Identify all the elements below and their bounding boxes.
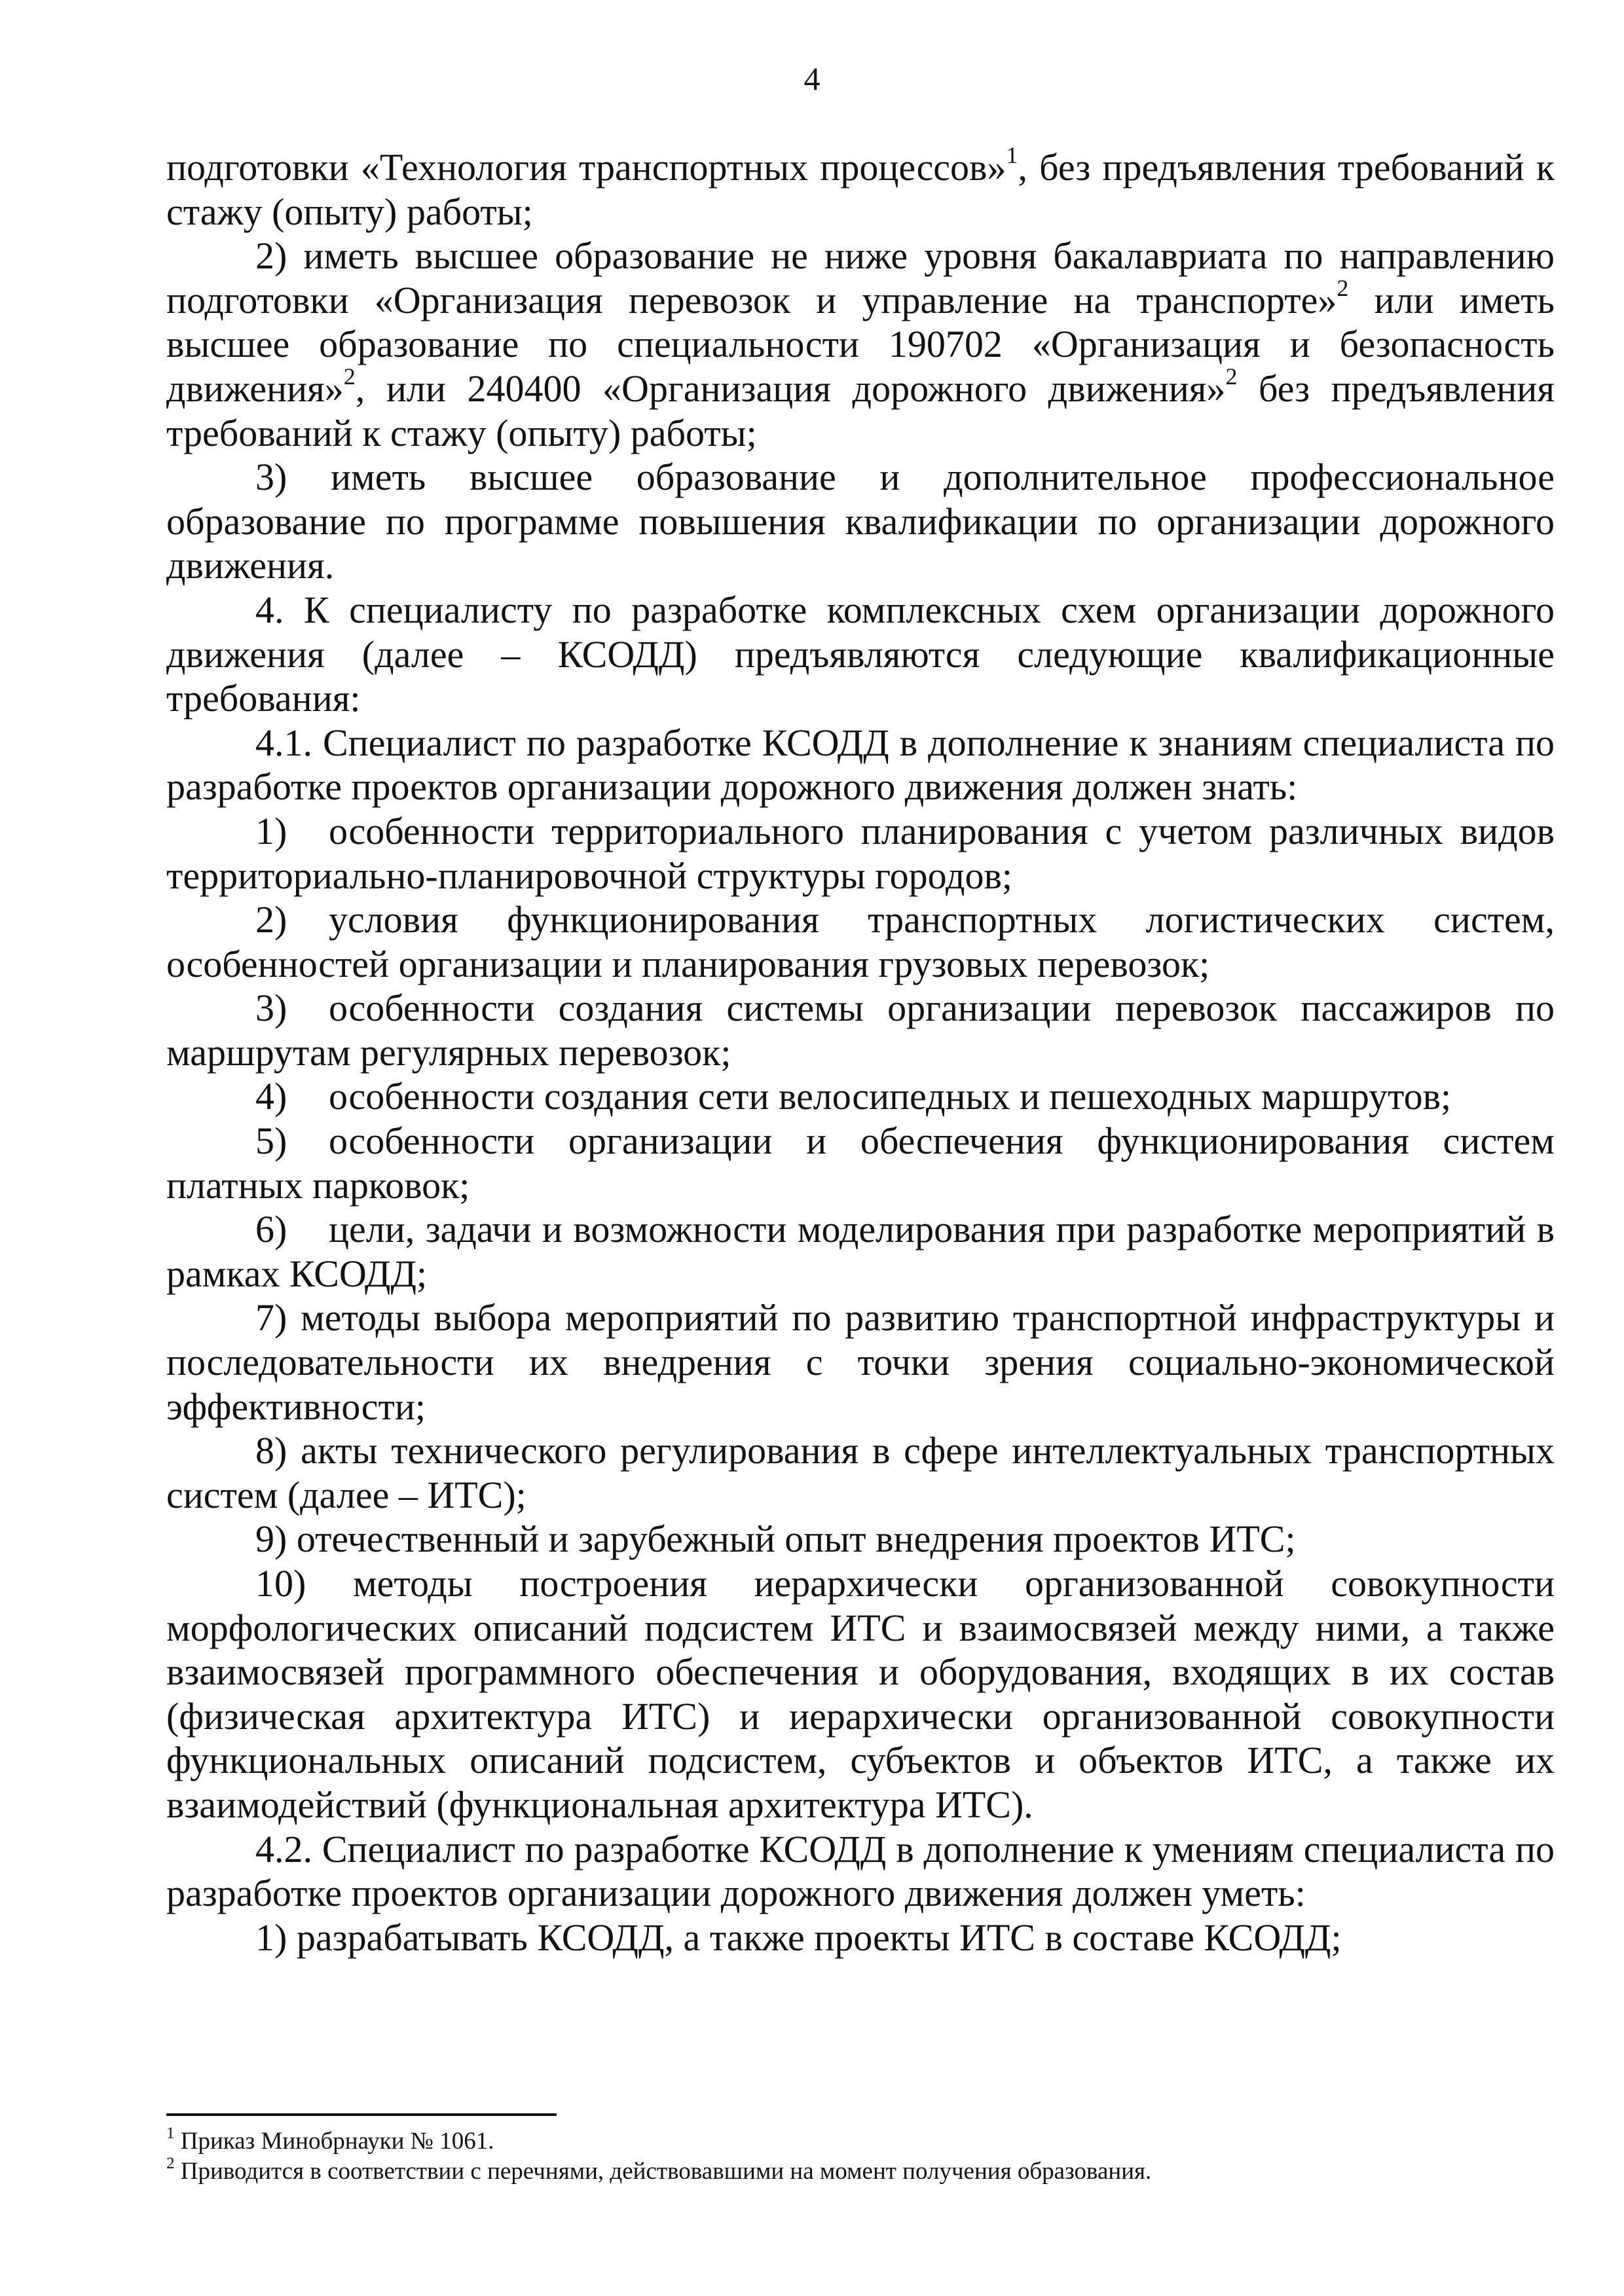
text: акты технического регулирования в сфере интеллектуальных транспортных систем (далее – ИТС); <box>166 1429 1555 1516</box>
item-number: 1) <box>255 809 287 852</box>
text: отечественный и зарубежный опыт внедрения проектов ИТС; <box>296 1518 1296 1561</box>
item-number: 3) <box>255 456 287 499</box>
know-item <box>166 1296 1555 1429</box>
list-item-3 <box>166 455 1555 588</box>
item-number: 6) <box>255 1208 287 1251</box>
know-item <box>166 1429 1555 1517</box>
text: , без предъявления требований к стажу (опыту) работы; <box>166 146 1555 233</box>
footnote-text: Приводится в соответствии с перечнями, действовавшими на момент получения образования. <box>180 2158 1152 2185</box>
text: иметь высшее образование не ниже уровня бакалавриата по направлению подготовки «Организация перевозок и управление на транспорте» <box>166 234 1555 321</box>
text: особенности создания системы организации перевозок пассажиров по маршрутам регулярных перевозок; <box>166 987 1555 1074</box>
footnote-ref: 2 <box>1225 363 1238 390</box>
item-number: 1) <box>255 1916 287 1959</box>
text: подготовки «Технология транспортных процессов» <box>166 146 1006 189</box>
item-number: 2) <box>255 898 287 941</box>
item-number: 9) <box>255 1518 287 1561</box>
know-item <box>166 1207 1555 1296</box>
footnote-mark: 2 <box>166 2155 175 2172</box>
skill-item <box>166 1916 1555 1960</box>
text: особенности территориального планирования с учетом различных видов территориально-планировочной структуры городов; <box>166 809 1555 897</box>
text: условия функционирования транспортных логистических систем, особенностей организации и планирования грузовых перевозок; <box>166 898 1555 985</box>
item-number: 5) <box>255 1120 287 1163</box>
section-4-2: 4.2. Специалист по разработке КСОДД в дополнение к умениям специалиста по разработке проектов организации дорожного движения должен уметь: <box>166 1827 1555 1915</box>
section-4-1: 4.1. Специалист по разработке КСОДД в дополнение к знаниям специалиста по разработке проектов организации дорожного движения должен знать: <box>166 721 1555 809</box>
item-number: 10) <box>255 1562 306 1605</box>
text: без предъявления требований к стажу (опыту) работы; <box>166 367 1555 454</box>
page-number: 4 <box>803 60 821 97</box>
know-item <box>166 986 1555 1074</box>
text: особенности организации и обеспечения функционирования систем платных парковок; <box>166 1120 1555 1207</box>
know-item <box>166 1561 1555 1827</box>
footnote-ref: 2 <box>1337 274 1349 301</box>
footnote-ref: 1 <box>1006 142 1018 168</box>
text: методы выбора мероприятий по развитию транспортной инфраструктуры и последовательности их внедрения с точки зрения социально-экономической эффективности; <box>166 1296 1555 1428</box>
text: особенности создания сети велосипедных и пешеходных маршрутов; <box>329 1075 1452 1118</box>
know-item <box>166 1517 1555 1561</box>
item-number: 7) <box>255 1296 287 1339</box>
footnote-text: Приказ Минобрнауки № 1061. <box>180 2128 494 2155</box>
text: разрабатывать КСОДД, а также проекты ИТС в составе КСОДД; <box>296 1916 1342 1959</box>
text: методы построения иерархически организованной совокупности морфологических описаний подсистем ИТС и взаимосвязей между ними, а также взаимосвязей программного обеспечения и оборудования, входящих в их состав (физическая архитектура ИТС) и иерархически организованной совокупности функциональных описаний подсистем, субъектов и объектов ИТС, а также их взаимодействий (функциональная архитектура ИТС). <box>166 1562 1555 1826</box>
text: цели, задачи и возможности моделирования при разработке мероприятий в рамках КСОДД; <box>166 1208 1555 1295</box>
know-item <box>166 1119 1555 1207</box>
know-item <box>166 809 1555 898</box>
item-number: 3) <box>255 987 287 1030</box>
section-4: 4. К специалисту по разработке комплексных схем организации дорожного движения (далее – КСОДД) предъявляются следующие квалификационные требования: <box>166 588 1555 720</box>
item-number: 8) <box>255 1429 287 1472</box>
footnote-mark: 1 <box>166 2124 175 2142</box>
text: , или 240400 «Организация дорожного движения» <box>355 367 1226 410</box>
footnote <box>166 2126 1555 2157</box>
footnote <box>166 2157 1555 2187</box>
know-item <box>166 898 1555 986</box>
text: иметь высшее образование и дополнительное профессиональное образование по программе повышения квалификации по организации дорожного движения. <box>166 456 1555 587</box>
footnote-ref: 2 <box>343 363 356 390</box>
list-item-2 <box>166 234 1555 455</box>
document-body <box>166 142 1555 1959</box>
paragraph-continuation <box>166 142 1555 234</box>
know-item <box>166 1074 1555 1119</box>
text: или иметь высшее образование по специальности 190702 «Организация и безопасность движения» <box>166 278 1555 410</box>
footnotes <box>166 2126 1555 2187</box>
item-number: 2) <box>255 234 287 278</box>
footnote-separator <box>166 2113 557 2116</box>
item-number: 4) <box>255 1075 287 1118</box>
